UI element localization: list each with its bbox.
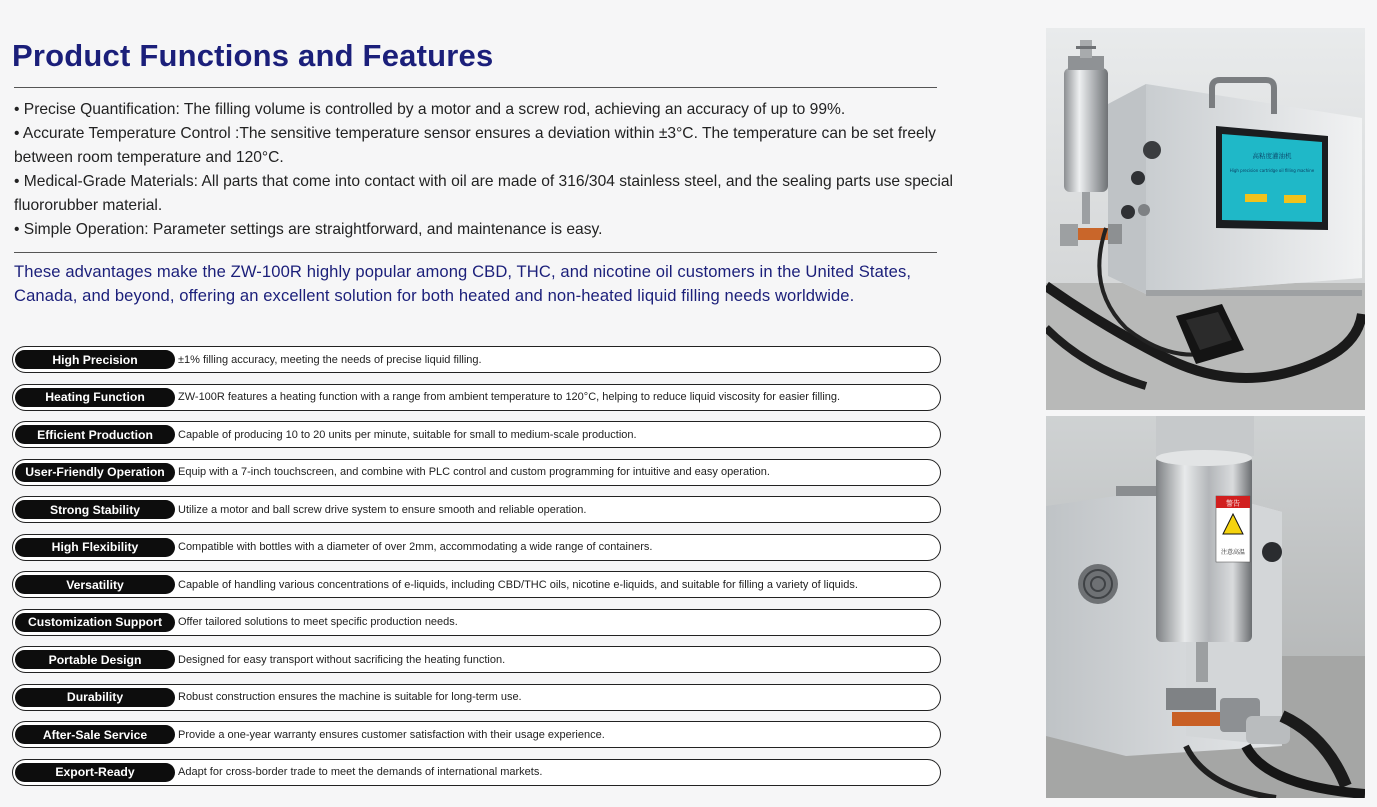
- feature-description: Capable of handling various concentrations of e-liquids, including CBD/THC oils, nicotine e-liquids, and suitable for filling a variety of liquids.: [178, 578, 858, 591]
- feature-label: High Precision: [15, 350, 175, 369]
- feature-description: ZW-100R features a heating function with a range from ambient temperature to 120°C, helping to reduce liquid viscosity for easier filling.: [178, 391, 841, 403]
- feature-label: High Flexibility: [15, 538, 175, 557]
- bullet-precise-quantification: • Precise Quantification: The filling volume is controlled by a motor and a screw rod, achieving an accuracy of up to 99%.: [14, 101, 846, 118]
- feature-label: After-Sale Service: [15, 725, 175, 744]
- screen-subtitle-text: High precision cartridge oil filling machine: [1229, 168, 1315, 173]
- feature-row-export-ready: [12, 759, 941, 786]
- feature-label: Customization Support: [15, 613, 175, 632]
- feature-description: Offer tailored solutions to meet specific production needs.: [178, 616, 458, 628]
- feature-description: Adapt for cross-border trade to meet the demands of international markets.: [178, 766, 543, 778]
- feature-row-after-sale-service: [12, 721, 941, 748]
- feature-label: Strong Stability: [15, 500, 175, 519]
- feature-label: User-Friendly Operation: [15, 463, 175, 482]
- machine-side-photo: [1046, 416, 1365, 798]
- feature-row-versatility: [12, 571, 941, 598]
- feature-label: Versatility: [15, 575, 175, 594]
- feature-row-portable-design: [12, 646, 941, 673]
- feature-label: Efficient Production: [15, 425, 175, 444]
- feature-row-customization-support: [12, 609, 941, 636]
- feature-description: Provide a one-year warranty ensures customer satisfaction with their usage experience.: [178, 728, 605, 741]
- feature-description: Equip with a 7-inch touchscreen, and combine with PLC control and custom programming for intuitive and easy operation.: [178, 466, 770, 478]
- warning-label-bottom: 注意高温: [1220, 549, 1246, 556]
- feature-row-user-friendly-operation: [12, 459, 941, 486]
- summary-paragraph: These advantages make the ZW-100R highly popular among CBD, THC, and nicotine oil customers in the United States, Canada, and beyond, offering an excellent solution for both heated and non-heated liquid filling needs worldwide.: [14, 262, 912, 305]
- feature-label: Durability: [15, 688, 175, 707]
- screen-title-text: 高粘度灌油机: [1252, 152, 1292, 160]
- feature-row-high-precision: [12, 346, 941, 373]
- feature-bullet-list: [14, 98, 974, 242]
- bullet-temperature-control: • Accurate Temperature Control :The sensitive temperature sensor ensures a deviation within ±3°C. The temperature can be set freely between room temperature and 120°C.: [14, 125, 936, 166]
- feature-label: Export-Ready: [15, 763, 175, 782]
- feature-description: Utilize a motor and ball screw drive system to ensure smooth and reliable operation.: [178, 503, 587, 516]
- feature-description: Designed for easy transport without sacrificing the heating function.: [178, 653, 506, 666]
- feature-label: Portable Design: [15, 650, 175, 669]
- feature-row-strong-stability: [12, 496, 941, 523]
- machine-front-photo: [1046, 28, 1365, 410]
- feature-description: ±1% filling accuracy, meeting the needs of precise liquid filling.: [178, 353, 482, 366]
- bullet-medical-grade-materials: • Medical-Grade Materials: All parts that come into contact with oil are made of 316/304 stainless steel, and the sealing parts use special fluororubber material.: [14, 173, 953, 214]
- warning-label-top: 警告: [1226, 499, 1240, 508]
- page-title: Product Functions and Features: [12, 38, 494, 73]
- divider-middle: [14, 252, 937, 253]
- divider-top: [14, 87, 937, 88]
- feature-row-durability: [12, 684, 941, 711]
- feature-row-efficient-production: [12, 421, 941, 448]
- feature-description: Compatible with bottles with a diameter of over 2mm, accommodating a wide range of containers.: [178, 541, 653, 553]
- bullet-simple-operation: • Simple Operation: Parameter settings are straightforward, and maintenance is easy.: [14, 221, 603, 238]
- feature-row-heating-function: [12, 384, 941, 411]
- feature-description: Robust construction ensures the machine is suitable for long-term use.: [178, 691, 522, 703]
- feature-row-high-flexibility: [12, 534, 941, 561]
- feature-label: Heating Function: [15, 388, 175, 407]
- feature-description: Capable of producing 10 to 20 units per minute, suitable for small to medium-scale production.: [178, 428, 637, 441]
